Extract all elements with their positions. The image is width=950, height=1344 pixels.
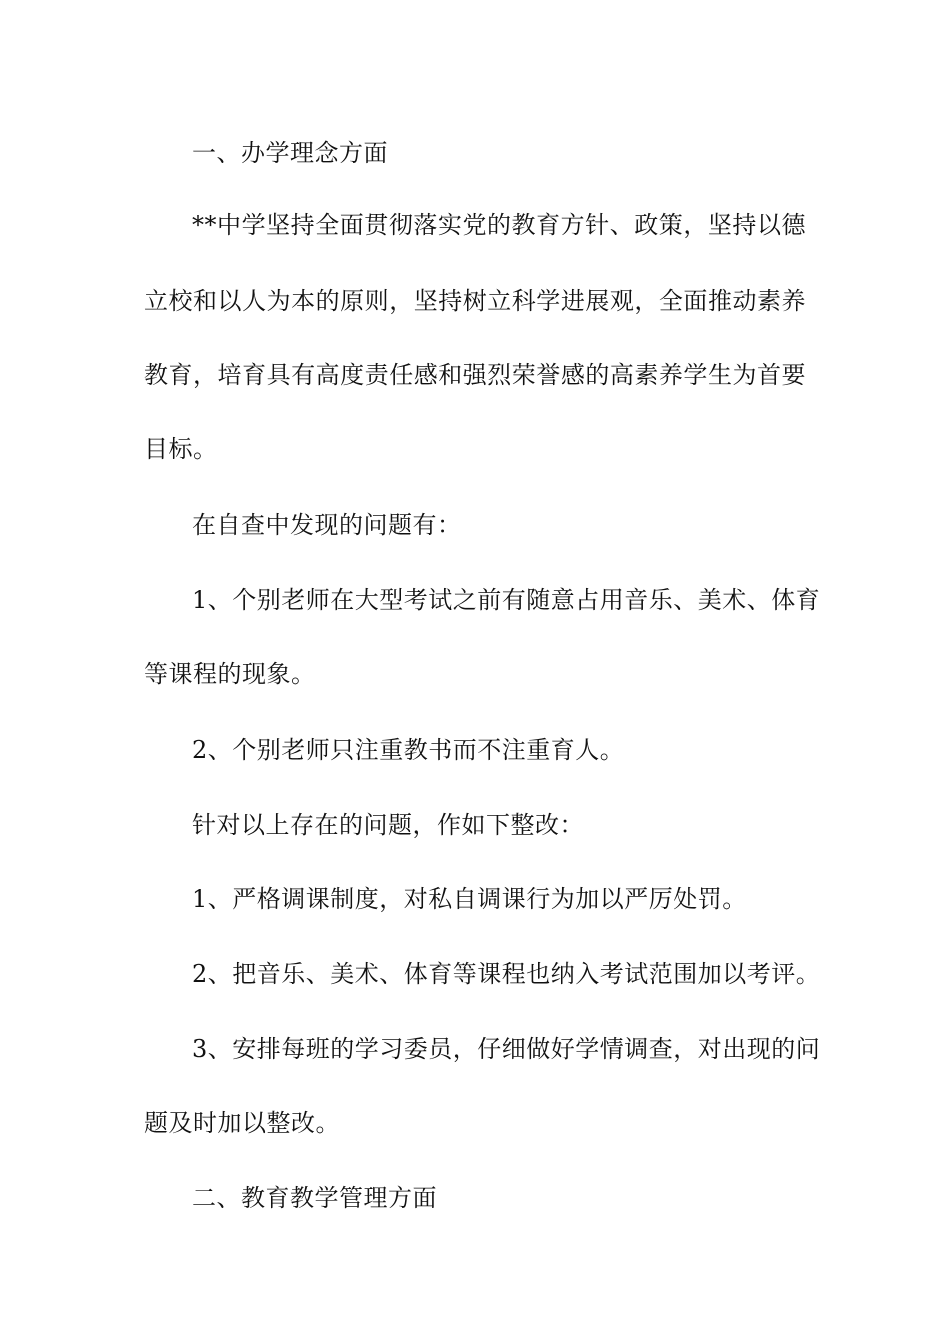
section-heading-2: 二、教育教学管理方面 [192,1184,437,1212]
paragraph-line: 等课程的现象。 [144,660,316,688]
paragraph-line: 2、把音乐、美术、体育等课程也纳入考试范围加以考评。 [192,960,821,988]
paragraph-line: 教育，培育具有高度责任感和强烈荣誉感的高素养学生为首要 [144,361,806,389]
paragraph-line: 2、个别老师只注重教书而不注重育人。 [192,736,625,764]
paragraph-line: 题及时加以整改。 [144,1109,340,1137]
section-heading-1: 一、办学理念方面 [192,139,388,167]
paragraph-line: 在自查中发现的问题有： [192,511,462,539]
paragraph-line: 立校和以人为本的原则，坚持树立科学进展观，全面推动素养 [144,287,806,315]
paragraph-line: 目标。 [144,435,218,463]
paragraph-line: 1、个别老师在大型考试之前有随意占用音乐、美术、体育 [192,586,821,614]
paragraph-line: **中学坚持全面贯彻落实党的教育方针、政策，坚持以德 [192,211,806,239]
paragraph-line: 1、严格调课制度，对私自调课行为加以严厉处罚。 [192,885,747,913]
paragraph-line: 针对以上存在的问题，作如下整改： [192,811,584,839]
paragraph-line: 3、安排每班的学习委员，仔细做好学情调查，对出现的问 [192,1035,821,1063]
